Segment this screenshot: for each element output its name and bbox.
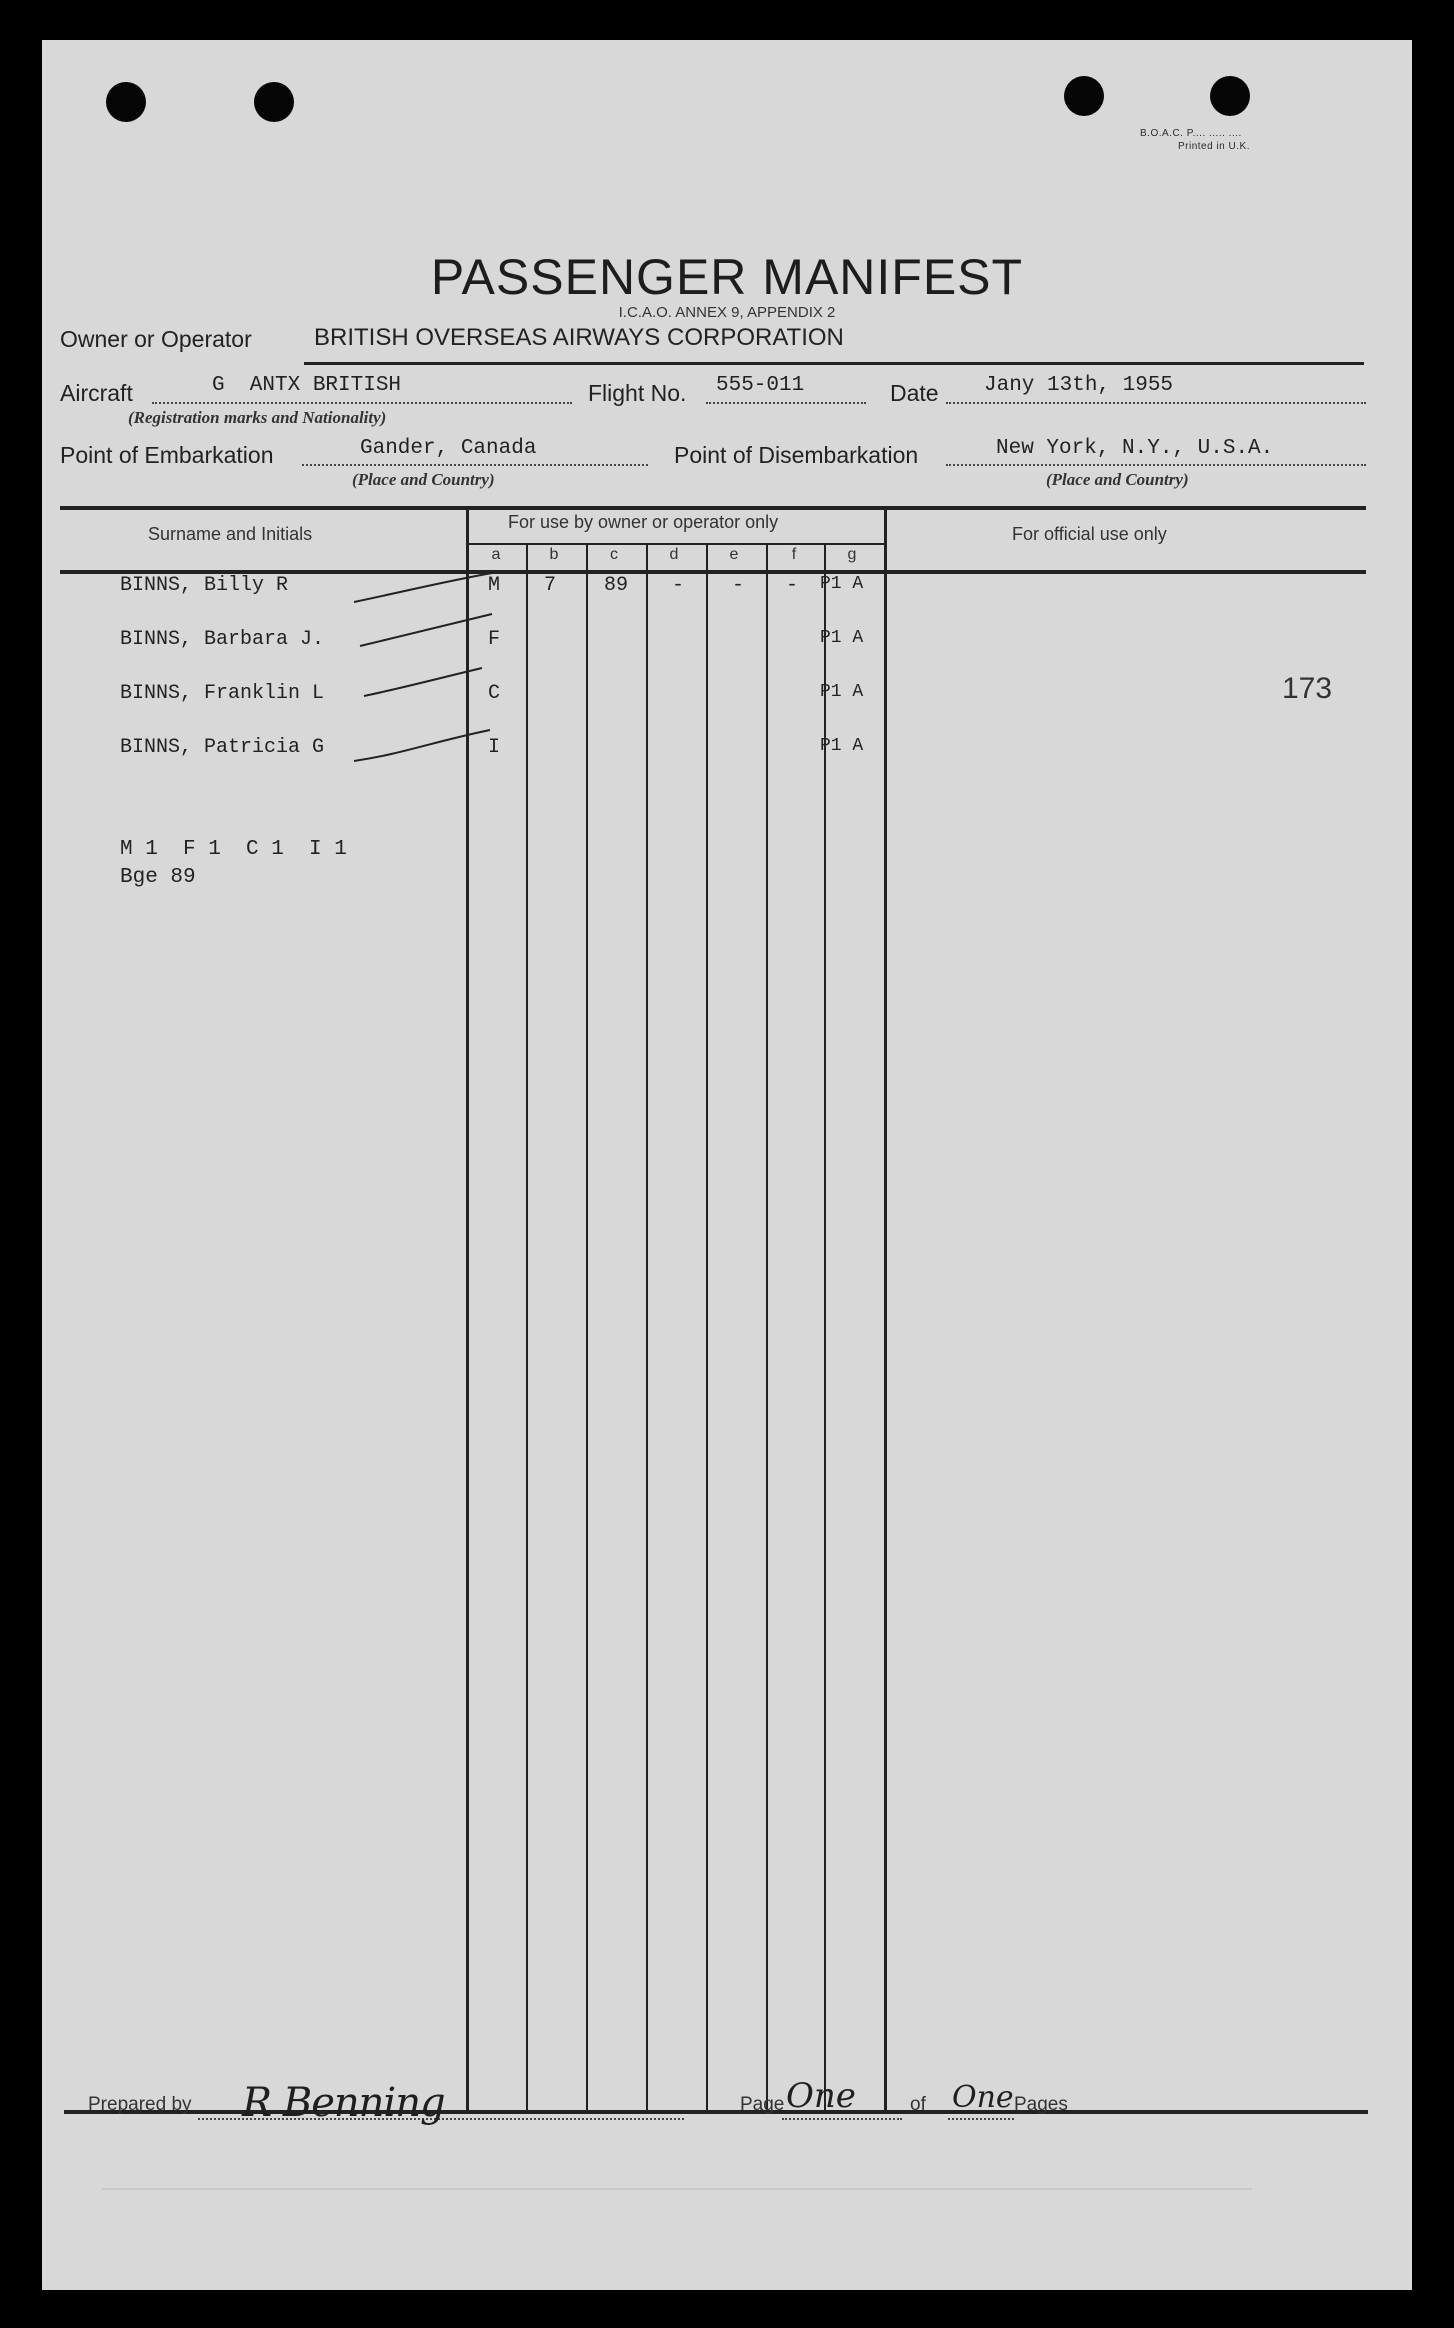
summary-counts: M 1 F 1 C 1 I 1 <box>120 838 347 861</box>
faint-footer-rule <box>102 2188 1252 2190</box>
cell-a: M <box>488 574 501 597</box>
date-value: Jany 13th, 1955 <box>984 374 1174 397</box>
column-f-header: f <box>791 546 797 563</box>
printer-mark-2: Printed in U.K. <box>1178 141 1250 152</box>
cell-f: - <box>786 574 799 597</box>
embarkation-note: (Place and Country) <box>352 470 495 489</box>
owner-value: BRITISH OVERSEAS AIRWAYS CORPORATION <box>314 324 844 351</box>
official-header: For official use only <box>1012 524 1167 544</box>
disembarkation-note: (Place and Country) <box>1046 470 1189 489</box>
aircraft-note: (Registration marks and Nationality) <box>128 408 387 427</box>
summary-baggage: Bge 89 <box>120 866 196 889</box>
handwritten-connectors <box>42 40 1412 840</box>
cell-a: F <box>488 628 501 651</box>
surname-header: Surname and Initials <box>148 524 313 544</box>
embarkation-value: Gander, Canada <box>360 437 537 460</box>
passenger-name: BINNS, Patricia G <box>120 736 325 759</box>
disembarkation-value: New York, N.Y., U.S.A. <box>996 437 1274 460</box>
page-dotted-line <box>782 2118 902 2120</box>
pages-dotted-line <box>948 2118 1014 2120</box>
official-number: 173 <box>1282 672 1333 705</box>
of-label: of <box>910 2094 926 2115</box>
passenger-name: BINNS, Billy R <box>120 574 289 597</box>
flight-label: Flight No. <box>588 380 687 406</box>
cell-d: - <box>672 574 685 597</box>
form-subtitle: I.C.A.O. ANNEX 9, APPENDIX 2 <box>618 304 836 321</box>
aircraft-label: Aircraft <box>60 380 133 406</box>
cell-e: - <box>732 574 745 597</box>
flight-value: 555-011 <box>716 374 805 397</box>
cell-g: P1 A <box>820 682 864 702</box>
cell-b: 7 <box>544 574 557 597</box>
cell-a: C <box>488 682 501 705</box>
manifest-sheet <box>42 40 1412 2290</box>
passenger-name: BINNS, Franklin L <box>120 682 325 705</box>
passenger-name: BINNS, Barbara J. <box>120 628 325 651</box>
column-a-header: a <box>491 546 501 563</box>
embarkation-label: Point of Embarkation <box>60 442 274 468</box>
column-g-header: g <box>847 546 857 563</box>
signature: R Benning <box>242 2080 445 2126</box>
column-e-header: e <box>729 546 739 563</box>
form-title: PASSENGER MANIFEST <box>430 249 1024 305</box>
date-label: Date <box>890 380 939 406</box>
cell-g: P1 A <box>820 574 864 594</box>
disembarkation-label: Point of Disembarkation <box>674 442 919 468</box>
page-label: Page <box>740 2094 785 2115</box>
printer-mark: B.O.A.C. P.... ..... .... <box>1140 128 1242 139</box>
cell-g: P1 A <box>820 736 864 756</box>
cell-c: 89 <box>604 574 629 597</box>
column-c-header: c <box>610 546 618 563</box>
operator-header: For use by owner or operator only <box>508 512 779 532</box>
column-d-header: d <box>669 546 679 563</box>
aircraft-value: G ANTX BRITISH <box>212 374 402 397</box>
cell-a: I <box>488 736 501 759</box>
prepared-by-label: Prepared by <box>88 2094 192 2115</box>
column-b-header: b <box>549 546 559 563</box>
page-number: One <box>786 2076 856 2116</box>
cell-g: P1 A <box>820 628 864 648</box>
total-pages: One <box>952 2080 1014 2115</box>
owner-label: Owner or Operator <box>60 326 252 352</box>
pages-label: Pages <box>1014 2094 1068 2115</box>
